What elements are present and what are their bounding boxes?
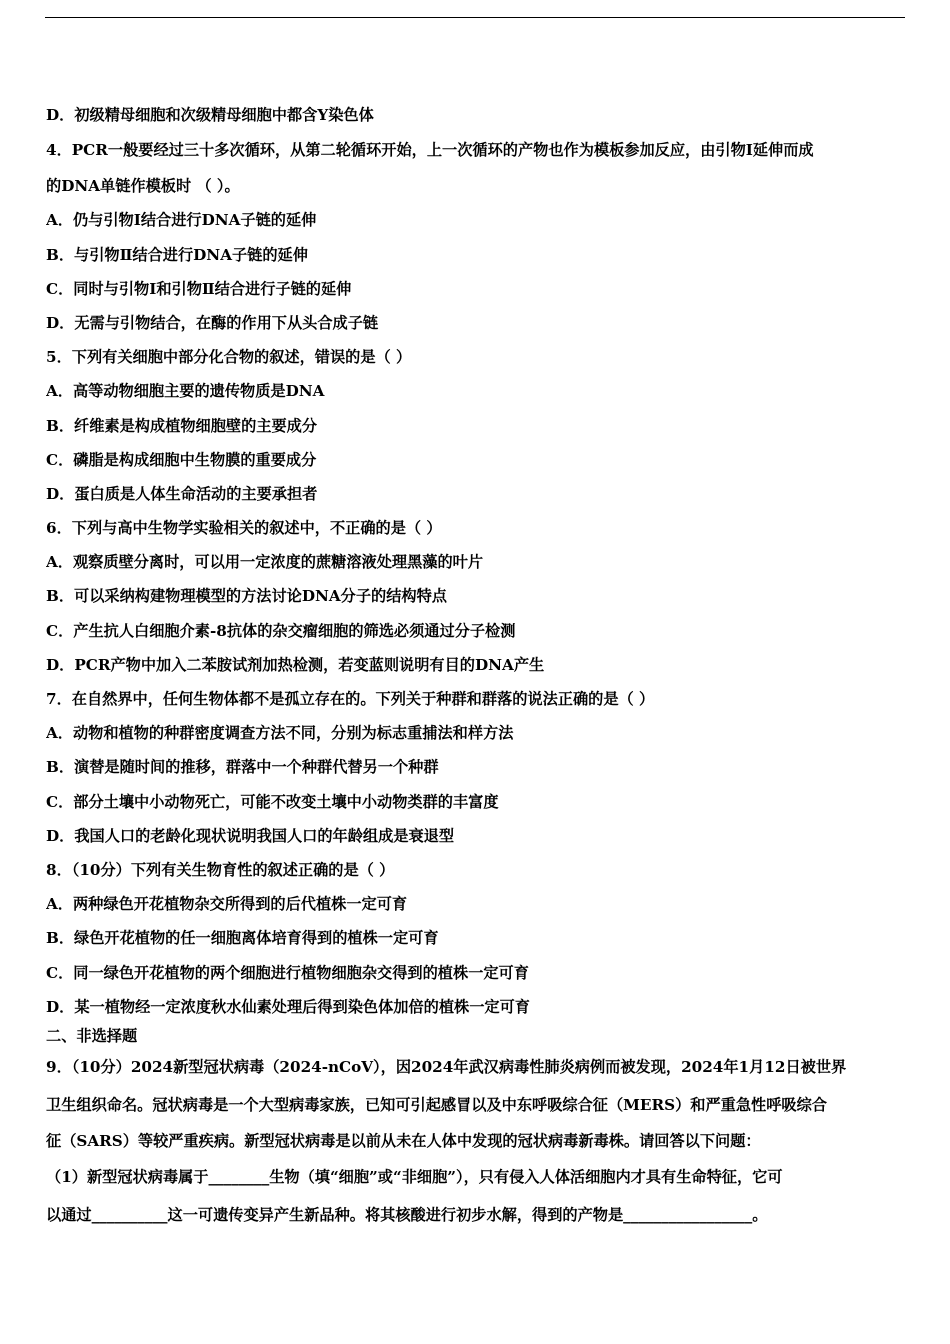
question-line: B．与引物Ⅱ结合进行DNA子链的延伸 — [46, 245, 308, 264]
question-line: D．无需与引物结合，在酶的作用下从头合成子链 — [46, 313, 379, 332]
question-line: C．部分土壤中小动物死亡，可能不改变土壤中小动物类群的丰富度 — [46, 792, 499, 811]
question-line: A．两种绿色开花植物杂交所得到的后代植株一定可育 — [46, 895, 408, 914]
question-line: 4．PCR一般要经过三十多次循环，从第二轮循环开始，上一次循环的产物也作为模板参加反应，由引物Ⅰ延伸而成 — [46, 141, 814, 160]
question-line: D．某一植物经一定浓度秋水仙素处理后得到染色体加倍的植株一定可育 — [46, 997, 530, 1016]
question-9-line: 卫生组织命名。冠状病毒是一个大型病毒家族，已知可引起感冒以及中东呼吸综合征（MERS）和严重急性呼吸综合 — [46, 1095, 827, 1114]
question-line: 8．（10分）下列有关生物育性的叙述正确的是（ ） — [46, 860, 395, 879]
question-line: B．纤维素是构成植物细胞壁的主要成分 — [46, 416, 318, 435]
question-line: D．我国人口的老龄化现状说明我国人口的年龄组成是衰退型 — [46, 826, 455, 845]
question-line: C．磷脂是构成细胞中生物膜的重要成分 — [46, 450, 317, 469]
question-9-subquestion-1: （1）新型冠状病毒属于________生物（填“细胞”或“非细胞”），只有侵入人体活细胞内才具有生命特征，它可 — [46, 1167, 783, 1186]
question-line: 7．在自然界中，任何生物体都不是孤立存在的。下列关于种群和群落的说法正确的是（ ） — [46, 690, 655, 708]
section-title: 二、非选择题 — [46, 1026, 138, 1045]
question-line: 6．下列与高中生物学实验相关的叙述中，不正确的是（ ） — [46, 519, 442, 538]
question-line: A．动物和植物的种群密度调查方法不同，分别为标志重捕法和样方法 — [46, 724, 514, 743]
question-content — [46, 98, 904, 1234]
question-line: A．仍与引物Ⅰ结合进行DNA子链的延伸 — [46, 211, 317, 230]
header-rule — [45, 17, 905, 18]
question-line: 5．下列有关细胞中部分化合物的叙述，错误的是（ ） — [46, 348, 412, 367]
question-line: C．同时与引物Ⅰ和引物Ⅱ结合进行子链的延伸 — [46, 279, 352, 298]
question-line: B．可以采纳构建物理模型的方法讨论DNA分子的结构特点 — [46, 587, 447, 606]
question-9-line: 以通过__________这一可遗传变异产生新品种。将其核酸进行初步水解，得到的产物是_________________。 — [46, 1205, 768, 1224]
question-line: A．高等动物细胞主要的遗传物质是DNA — [46, 382, 325, 401]
question-line: D．蛋白质是人体生命活动的主要承担者 — [46, 484, 318, 503]
question-line: C．同一绿色开花植物的两个细胞进行植物细胞杂交得到的植株一定可育 — [46, 963, 529, 982]
question-9-line: 9．（10分）2024新型冠状病毒（2024-nCoV），因2024年武汉病毒性肺炎病例而被发现，2024年1月12日被世界 — [46, 1057, 847, 1076]
question-line: C．产生抗人白细胞介素-8抗体的杂交瘤细胞的筛选必须通过分子检测 — [46, 621, 516, 640]
question-line: D．初级精母细胞和次级精母细胞中都含Y染色体 — [46, 106, 374, 124]
question-line: B．演替是随时间的推移，群落中一个种群代替另一个种群 — [46, 758, 439, 777]
question-9 — [46, 1048, 904, 1234]
question-line: A．观察质壁分离时，可以用一定浓度的蔗糖溶液处理黑藻的叶片 — [46, 553, 484, 572]
question-line: B．绿色开花植物的任一细胞离体培育得到的植株一定可育 — [46, 929, 439, 948]
question-line: 的DNA单链作模板时 （ ）。 — [46, 177, 240, 196]
question-9-line: 征（SARS）等较严重疾病。新型冠状病毒是以前从未在人体中发现的冠状病毒新毒株。请回答以下问题： — [46, 1131, 761, 1150]
question-line: D．PCR产物中加入二苯胺试剂加热检测，若变蓝则说明有目的DNA产生 — [46, 655, 545, 674]
